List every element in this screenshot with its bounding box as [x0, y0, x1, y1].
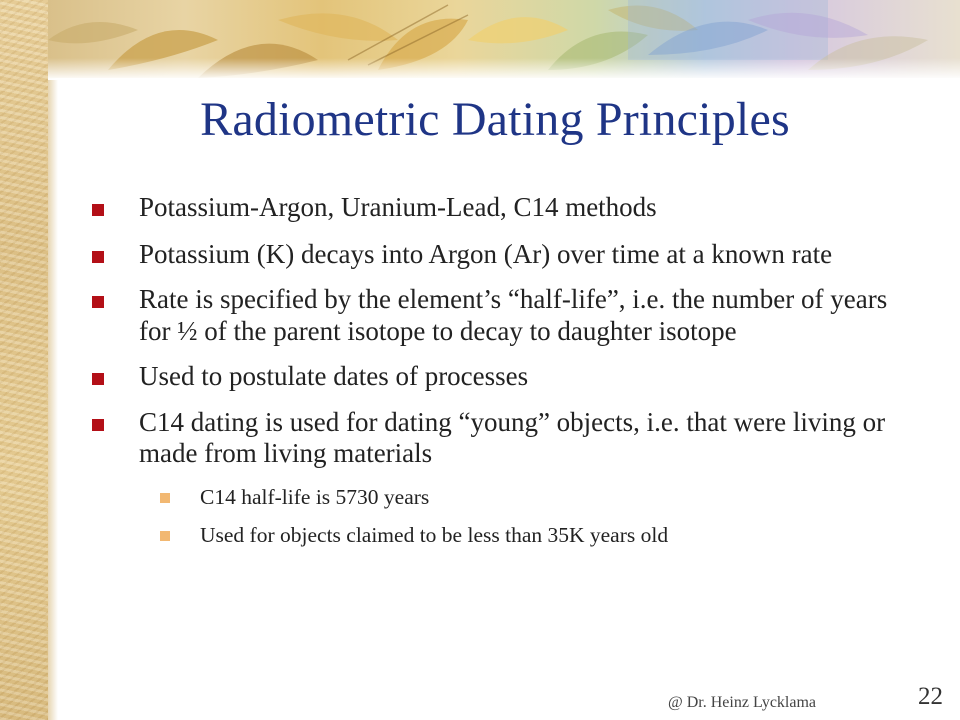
sub-bullet-item: [92, 522, 912, 548]
bullet-text: Used to postulate dates of processes: [139, 361, 529, 391]
bullet-text: Potassium-Argon, Uranium-Lead, C14 methods: [139, 192, 657, 222]
bullet-item: [92, 239, 912, 271]
bullet-square-icon: [92, 296, 104, 308]
bullet-square-icon: [92, 204, 104, 216]
bullet-text: Rate is specified by the element’s “half-life”, i.e. the number of years for ½ of the parent isotope to decay to daughter isotope: [139, 284, 888, 346]
banner-fade: [48, 58, 960, 80]
bullet-text: C14 dating is used for dating “young” objects, i.e. that were living or made from living materials: [139, 406, 886, 468]
bullet-square-icon: [92, 419, 104, 431]
bullet-list: [92, 192, 912, 560]
bullet-text: Potassium (K) decays into Argon (Ar) over time at a known rate: [139, 238, 833, 269]
sub-bullet-square-icon: [160, 531, 170, 541]
sub-bullet-text: C14 half-life is 5730 years: [200, 484, 430, 509]
footer-author: @ Dr. Heinz Lycklama: [668, 694, 817, 711]
left-parchment-strip: [0, 0, 48, 720]
bullet-item: [92, 361, 912, 393]
bullet-item: [92, 192, 912, 224]
sub-bullet-square-icon: [160, 493, 170, 503]
sub-bullet-item: [92, 484, 912, 510]
slide-title: Radiometric Dating Principles: [200, 93, 790, 146]
bullet-square-icon: [92, 373, 104, 385]
bullet-item: [92, 284, 912, 347]
page-number: 22: [918, 683, 943, 710]
bullet-item: [92, 407, 912, 470]
sub-bullet-text: Used for objects claimed to be less than 35K years old: [200, 522, 669, 547]
bullet-square-icon: [92, 251, 104, 263]
